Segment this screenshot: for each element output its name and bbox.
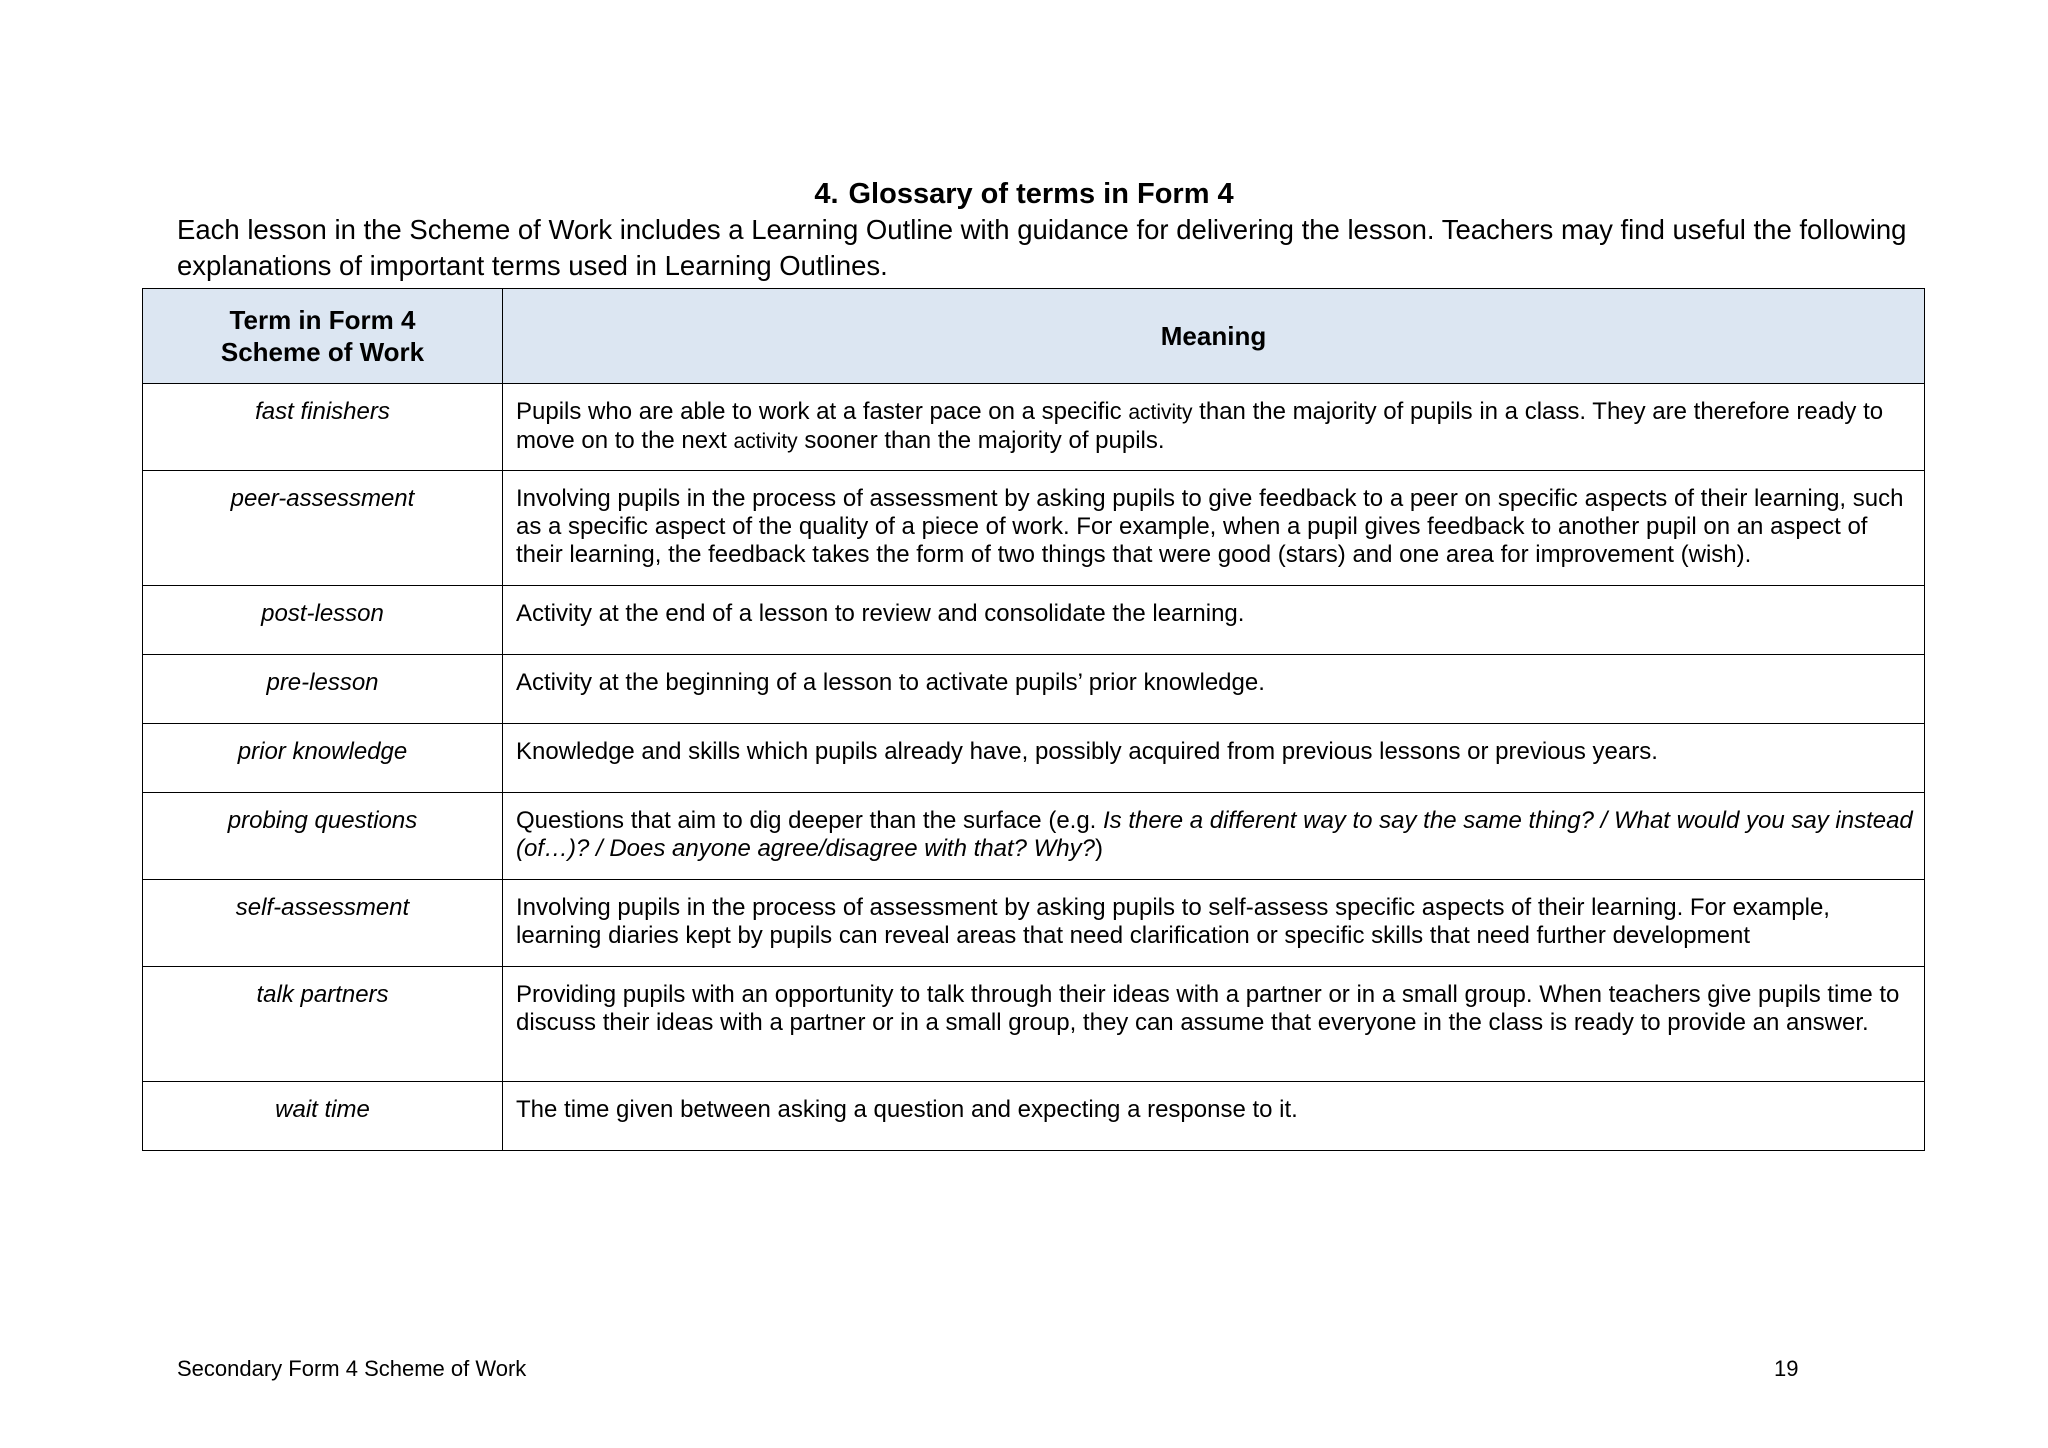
meaning-cell: Involving pupils in the process of assessment by asking pupils to give feedback to a peer on specific aspects of their learning, such as a specific aspect of the quality of a piece of work. For example, when a pupil gives feedback to another pupil on an aspect of their learning, the feedback takes the form of two things that were good (stars) and one area for improvement (wish).: [503, 471, 1925, 586]
term-cell: peer-assessment: [143, 471, 503, 586]
glossary-table: [142, 288, 1925, 1151]
term-header-line2: Scheme of Work: [220, 337, 425, 367]
term-cell: fast finishers: [143, 384, 503, 471]
page-number: 19: [1774, 1356, 1799, 1381]
meaning-text: sooner than the majority of pupils.: [797, 427, 1165, 454]
table-row: [143, 880, 1925, 967]
table-row: [143, 655, 1925, 724]
term-cell: post-lesson: [143, 586, 503, 655]
meaning-cell: Activity at the end of a lesson to review and consolidate the learning.: [503, 586, 1925, 655]
table-row: [143, 586, 1925, 655]
meaning-cell: The time given between asking a question and expecting a response to it.: [503, 1082, 1925, 1151]
term-column-header: [143, 289, 503, 384]
meaning-cell: [503, 793, 1925, 880]
term-cell: probing questions: [143, 793, 503, 880]
meaning-cell: Knowledge and skills which pupils already have, possibly acquired from previous lessons or previous years.: [503, 724, 1925, 793]
table-row: [143, 471, 1925, 586]
meaning-text: activity: [1128, 401, 1193, 424]
meaning-text: Questions that aim to dig deeper than the surface (e.g.: [516, 807, 1104, 834]
intro-paragraph: Each lesson in the Scheme of Work includes a Learning Outline with guidance for delivering the lesson. Teachers may find useful the following explanations of important terms used in Learning Outlines.: [177, 214, 1907, 281]
term-cell: wait time: [143, 1082, 503, 1151]
table-row: [143, 1082, 1925, 1151]
heading-title: Glossary of terms in Form 4: [848, 178, 1234, 210]
table-row: [143, 384, 1925, 471]
term-cell: prior knowledge: [143, 724, 503, 793]
heading-number: 4.: [814, 178, 839, 210]
meaning-cell: Activity at the beginning of a lesson to activate pupils’ prior knowledge.: [503, 655, 1925, 724]
table-row: [143, 793, 1925, 880]
table-row: [143, 724, 1925, 793]
term-cell: self-assessment: [143, 880, 503, 967]
meaning-cell: Providing pupils with an opportunity to talk through their ideas with a partner or in a small group. When teachers give pupils time to discuss their ideas with a partner or in a small group, they can assume that everyone in the class is ready to provide an answer.: [503, 967, 1925, 1082]
meaning-column-header: Meaning: [503, 289, 1925, 384]
meaning-example-questions: Is there a different way to say the same thing? / What would you say instead (of…)? / Does anyone agree/disagree with that? Why?: [516, 807, 1913, 862]
meaning-cell: [503, 384, 1925, 471]
term-cell: talk partners: [143, 967, 503, 1082]
term-cell: pre-lesson: [143, 655, 503, 724]
meaning-text: ): [1094, 835, 1103, 862]
meaning-text: Pupils who are able to work at a faster pace on a specific: [516, 398, 1129, 425]
table-row: [143, 967, 1925, 1082]
page-heading: [0, 174, 2048, 214]
meaning-text: activity: [733, 430, 798, 453]
meaning-cell: Involving pupils in the process of assessment by asking pupils to self-assess specific aspects of their learning. For example, learning diaries kept by pupils can reveal areas that need clarification or specific skills that need further development: [503, 880, 1925, 967]
footer-document-title: Secondary Form 4 Scheme of Work: [177, 1356, 527, 1381]
table-header-row: [143, 289, 1925, 384]
term-header-line1: Term in Form 4: [229, 305, 416, 335]
meaning-text: than the majority of pupils in a class. They are therefore ready to move on to the next: [516, 398, 1884, 454]
